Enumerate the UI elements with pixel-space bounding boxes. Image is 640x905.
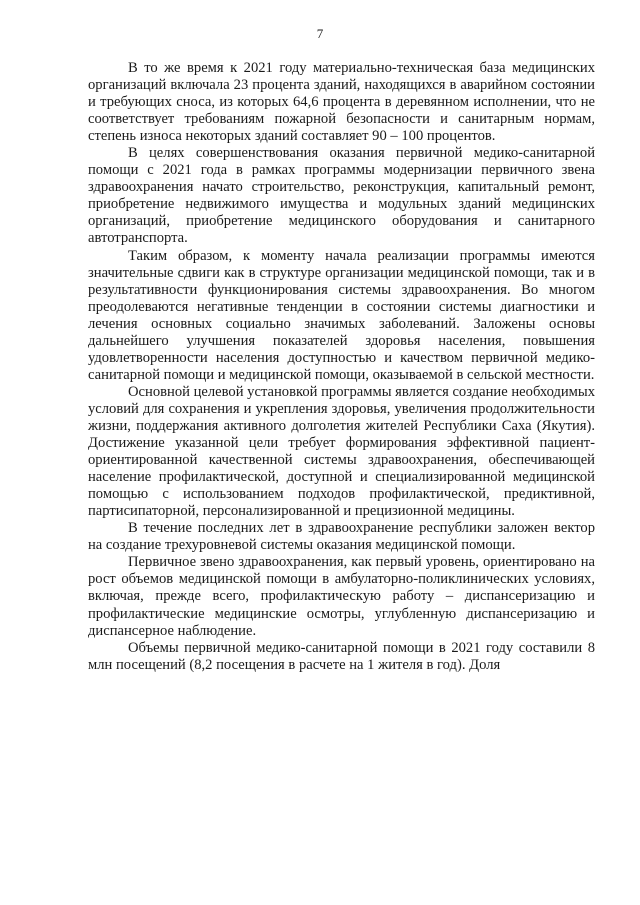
- paragraph-primary-care: Первичное звено здравоохранения, как первый уровень, ориентировано на рост объемов медицинской помощи в амбулаторно-поликлинических условиях, включая, прежде всего, профилактическую работу – диспансеризацию и профилактические медицинские осмотры, углубленную диспансеризацию и диспансерное наблюдение.: [88, 554, 595, 639]
- page-number: 7: [316, 26, 324, 41]
- paragraph-program-goal: Основной целевой установкой программы является создание необходимых условий для сохранения и укрепления здоровья, увеличения продолжительности жизни, поддержания активного долголетия жителей Республики Саха (Якутия). Достижение указанной цели требует формирования эффективной пациент-ориентированной качественной системы здравоохранения, обеспечивающей население профилактической, доступной и специализированной медицинской помощью с использованием подходов профилактической, предиктивной, партисипаторной, персонализированной и прецизионной медицины.: [88, 383, 596, 520]
- document-body: [88, 60, 595, 674]
- paragraph-primary-care-volume: Объемы первичной медико-санитарной помощи в 2021 году составили 8 млн посещений (8,2 посещения в расчете на 1 жителя в год). Доля: [88, 639, 595, 673]
- paragraph-three-level-system: В течение последних лет в здравоохранение республики заложен вектор на создание трехуровневой системы оказания медицинской помощи.: [88, 520, 595, 554]
- paragraph-modernization: В целях совершенствования оказания первичной медико-санитарной помощи с 2021 года в рамках программы модернизации первичного звена здравоохранения начато строительство, реконструкция, капитальный ремонт, приобретение недвижимого имущества и модульных зданий медицинских организаций, приобретение медицинского оборудования и санитарного автотранспорта.: [88, 145, 595, 247]
- paragraph-material-base: В то же время к 2021 году материально-техническая база медицинских организаций включала 23 процента зданий, находящихся в аварийном состоянии и требующих сноса, из которых 64,6 процента в деревянном исполнении, что не соответствует требованиям пожарной безопасности и санитарным нормам, степень износа некоторых зданий составляет 90 – 100 процентов.: [88, 60, 595, 145]
- paragraph-progress: Таким образом, к моменту начала реализации программы имеются значительные сдвиги как в структуре организации медицинской помощи, так и в результативности функционирования системы здравоохранения. Во многом преодолеваются негативные тенденции в состоянии системы диагностики и лечения основных социально значимых заболеваний. Заложены основы дальнейшего улучшения показателей здоровья населения, повышения удовлетворенности населения доступностью и качеством первичной медико-санитарной помощи и медицинской помощи, оказываемой в сельской местности.: [88, 247, 595, 383]
